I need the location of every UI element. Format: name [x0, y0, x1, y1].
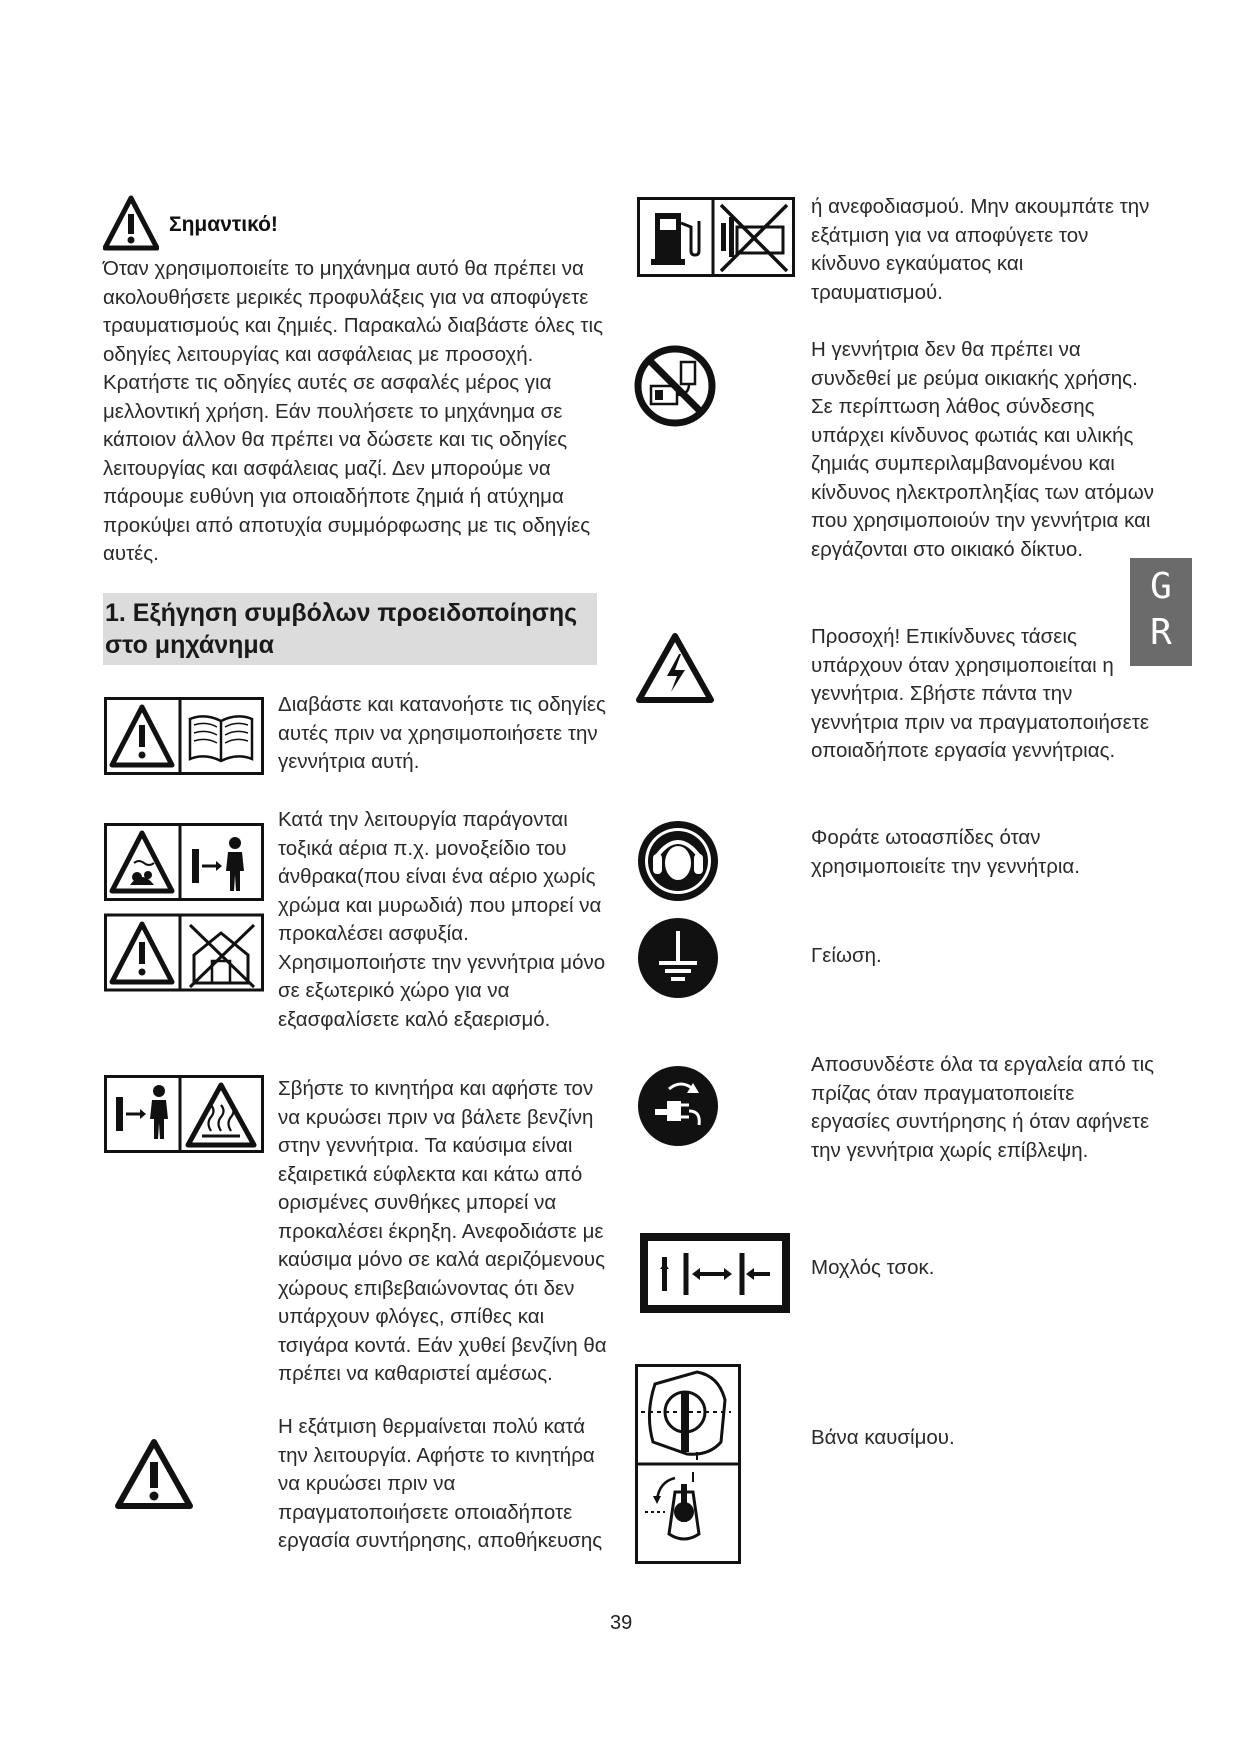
section-title: 1. Εξήγηση συμβόλων προειδοποίησης στο μηχάνημα — [103, 593, 597, 665]
toxic-gas-symbol — [104, 823, 264, 993]
hot-surface-icon — [104, 1075, 264, 1153]
ear-protection-symbol — [637, 820, 719, 902]
fuel-no-touch-text: ή ανεφοδιασμού. Μην ακουμπάτε την εξάτμιση για να αποφύγετε τον κίνδυνο εγκαύματος και τραυματισμού. — [811, 195, 1150, 304]
unplug-text: Αποσυνδέστε όλα τα εργαλεία από τις πρίζας όταν πραγματοποιείτε εργασίες συντήρησης ή όταν αφήνετε την γεννήτρια χωρίς επίβλεψη. — [811, 1053, 1155, 1162]
exhaust-warning-symbol — [114, 1438, 194, 1510]
important-body: Όταν χρησιμοποιείτε το μηχάνημα αυτό θα πρέπει να ακολουθήσετε μερικές προφυλάξεις για να αποφύγετε τραυματισμούς και ζημιές. Παρακαλώ διαβάστε όλες τις οδηγίες λειτουργίας και ασφάλειας με προσοχή. Κρατήστε τις οδηγίες αυτές σε ασφαλές μέρος για μελλοντική χρήση. Εάν πουλήσετε το μηχάνημα σε κάποιον άλλον θα πρέπει να δώσετε και τις οδηγίες λειτουργίας και ασφάλειας μαζί. Δεν μπορούμε να πάρουμε ευθύνη για οποιαδήποτε ζημιά ή ατύχημα προκύψει από αποτυχία συμμόρφωσης με τις οδηγίες αυτές. — [103, 257, 603, 565]
toxic-gas-text: Κατά την λειτουργία παράγονται τοξικά αέρια π.χ. μονοξείδιο του άνθρακα(που είναι ένα αέριο χωρίς χρώμα και μυρωδιά) που μπορεί να προκαλέσει ασφυξία. Χρησιμοποιήστε την γεννήτρια μόνο σε εξωτερικό χώρο για να εξασφαλίσετε καλό εξαερισμό. — [278, 808, 606, 1031]
electric-hazard-symbol — [635, 632, 715, 704]
toxic-gas-icon — [104, 823, 264, 993]
ground-icon — [637, 917, 719, 999]
fuel-valve-icon — [635, 1364, 741, 1564]
hot-surface-symbol — [104, 1075, 264, 1153]
ear-protection-icon — [637, 820, 719, 902]
ground-symbol — [637, 917, 719, 999]
ear-protection-text: Φοράτε ωτοασπίδες όταν χρησιμοποιείτε την γεννήτρια. — [811, 826, 1080, 878]
language-tab-line1: G — [1150, 566, 1172, 607]
unplug-symbol — [637, 1065, 719, 1147]
language-tab-gr — [1130, 558, 1192, 666]
exhaust-warning-text: Η εξάτμιση θερμαίνεται πολύ κατά την λειτουργία. Αφήστε το κινητήρα να κρυώσει πριν να πραγματοποιήσετε οποιαδήποτε εργασία συντήρησης, αποθήκευσης — [278, 1415, 603, 1552]
read-manual-icon — [104, 697, 264, 775]
unplug-icon — [637, 1065, 719, 1147]
important-heading — [103, 195, 623, 255]
important-title: Σημαντικό! — [169, 213, 278, 236]
warning-icon — [103, 195, 159, 251]
electric-hazard-text: Προσοχή! Επικίνδυνες τάσεις υπάρχουν όταν χρησιμοποιείται η γεννήτρια. Σβήστε πάντα την γεννήτρια πριν να πραγματοποιήσετε οποιαδήποτε εργασία γεννήτριας. — [811, 625, 1149, 762]
warning-icon — [114, 1438, 194, 1510]
choke-lever-text: Μοχλός τσοκ. — [811, 1256, 935, 1279]
fuel-valve-text: Βάνα καυσίμου. — [811, 1426, 955, 1449]
fuel-no-touch-symbol — [637, 197, 795, 277]
page-number: 39 — [610, 1612, 633, 1634]
fuel-valve-symbol — [635, 1364, 741, 1564]
read-manual-symbol — [104, 697, 264, 775]
no-mains-text: Η γεννήτρια δεν θα πρέπει να συνδεθεί με ρεύμα οικιακής χρήσης. Σε περίπτωση λάθος σύνδεσης υπάρχει κίνδυνος φωτιάς και υλικής ζημιάς συμπεριλαμβανομένου και κίνδυνος ηλεκτροπληξίας των ατόμων που χρησιμοποιούν την γεννήτρια και εργάζονται στο οικιακό δίκτυο. — [811, 338, 1154, 561]
electric-hazard-icon — [635, 632, 715, 704]
no-mains-connection-icon — [633, 344, 717, 428]
choke-lever-symbol — [640, 1233, 790, 1313]
choke-lever-icon — [640, 1233, 790, 1313]
hot-surface-text: Σβήστε το κινητήρα και αφήστε τον να κρυώσει πριν να βάλετε βενζίνη στην γεννήτρια. Τα καύσιμα είναι εξαιρετικά εύφλεκτα και κάτω από ορισμένες συνθήκες μπορεί να προκαλέσει έκρηξη. Ανεφοδιάστε με καύσιμα μόνο σε καλά αεριζόμενους χώρους επιβεβαιώνοντας ότι δεν υπάρχουν φλόγες, σπίθες και τσιγάρα κοντά. Εάν χυθεί βενζίνη θα πρέπει να καθαριστεί αμέσως. — [278, 1077, 607, 1385]
ground-text: Γείωση. — [811, 944, 882, 967]
language-tab-line2: R — [1150, 612, 1172, 653]
read-manual-text: Διαβάστε και κατανοήστε τις οδηγίες αυτές πριν να χρησιμοποιήσετε την γεννήτρια αυτή. — [278, 693, 606, 773]
no-mains-symbol — [633, 344, 717, 428]
fuel-no-touch-icon — [637, 197, 795, 277]
